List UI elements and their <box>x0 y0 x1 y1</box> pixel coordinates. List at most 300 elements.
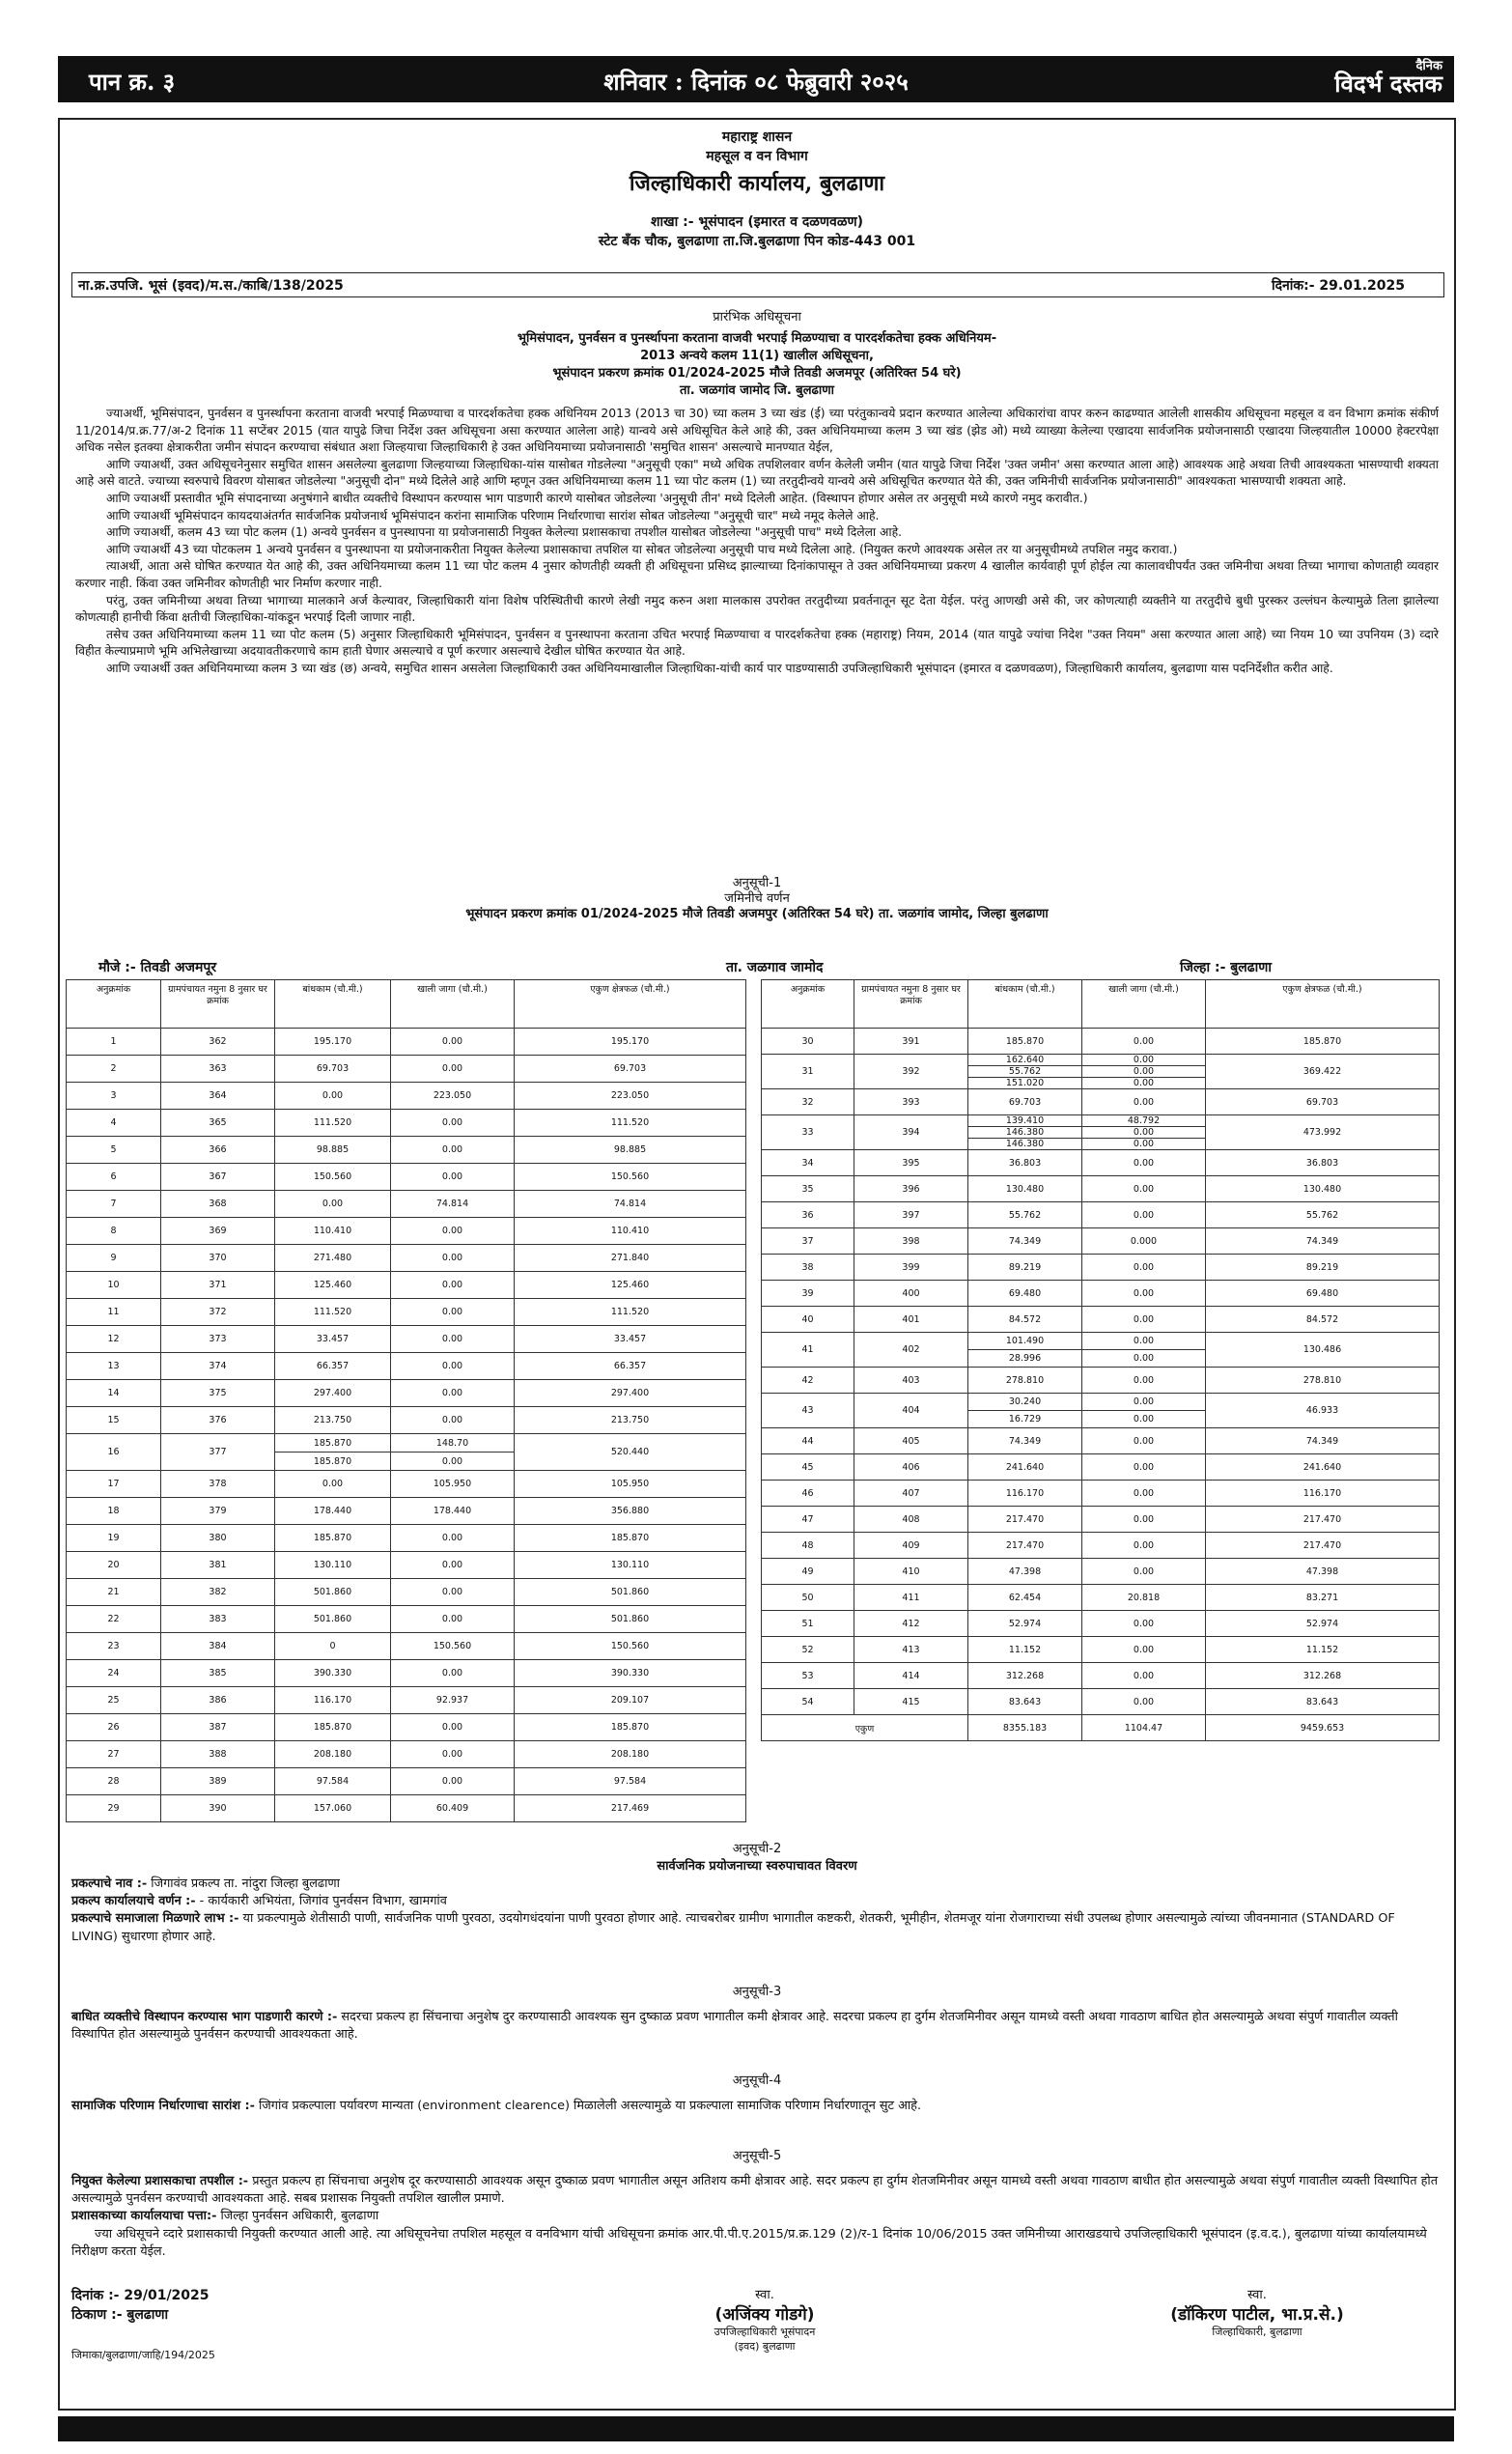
table-cell: 365 <box>161 1110 275 1137</box>
table-row <box>67 1579 746 1606</box>
label: प्रकल्प कार्यालयाचे वर्णन :- <box>71 1894 196 1909</box>
table-cell: 0.00 <box>391 1714 515 1741</box>
table-cell: 116.170 <box>968 1481 1082 1507</box>
table-row <box>67 1660 746 1687</box>
schedule3-body <box>71 2009 1442 2044</box>
table-cell: 395 <box>854 1150 968 1176</box>
table-cell: 66.357 <box>515 1353 746 1380</box>
table-cell: 397 <box>854 1202 968 1228</box>
table-cell: 69.703 <box>1206 1089 1440 1115</box>
table-cell: 384 <box>161 1633 275 1660</box>
table-cell: 0.00 <box>391 1380 515 1407</box>
table-cell: 368 <box>161 1191 275 1218</box>
table-cell: 69.703 <box>515 1056 746 1083</box>
table-cell: 396 <box>854 1176 968 1202</box>
table-row <box>762 1333 1440 1350</box>
table-cell: 209.107 <box>515 1687 746 1714</box>
value: जिगावंव प्रकल्प ता. नांदुरा जिल्हा बुलढाणा <box>147 1876 340 1891</box>
table-cell: 74.814 <box>391 1191 515 1218</box>
total-value: 8355.183 <box>968 1715 1082 1741</box>
value: प्रस्तुत प्रकल्प हा सिंचनाचा अनुशेष दूर करण्यासाठी आवश्यक असून दुष्काळ प्रवण भागातील असून अतिशय कमी क्षेत्रावर आहे. सदर प्रकल्प हा दुर्गम शेतजमिनीवर असून यामध्ये वस्ती अथवा गावठाण बाधीत होत असल्यामुळे अथवा संपुर्ण गावातील व्यक्ती विस्थापित होत असल्यामुळे पुनर्वसन करण्याची आवश्यकता आहे. सबब प्रशासक नियुक्ती तपशिल खालील प्रमाणे. <box>71 2174 1438 2207</box>
table-cell: 23 <box>67 1633 161 1660</box>
table-cell: 150.560 <box>391 1633 515 1660</box>
table-cell: 0.00 <box>275 1083 391 1110</box>
table-cell: 399 <box>854 1255 968 1281</box>
table-cell: 116.170 <box>1206 1481 1440 1507</box>
table-cell: 48 <box>762 1533 854 1559</box>
table-cell: 0.00 <box>1082 1066 1206 1078</box>
table-row <box>762 1202 1440 1228</box>
table-cell: 0.00 <box>1082 1411 1206 1428</box>
table-cell: 223.050 <box>391 1083 515 1110</box>
table-row <box>762 1150 1440 1176</box>
value: - कार्यकारी अभियंता, जिगांव पुनर्वसन विभाग, खामगांव <box>195 1894 447 1909</box>
schedule4-body <box>71 2098 1442 2115</box>
table-cell: 52.974 <box>1206 1611 1440 1637</box>
table-cell: 0.00 <box>275 1191 391 1218</box>
table-cell: 501.860 <box>515 1606 746 1633</box>
table-cell: 213.750 <box>515 1407 746 1434</box>
table-cell: 89.219 <box>968 1255 1082 1281</box>
table-cell: 54 <box>762 1689 854 1715</box>
table-cell: 148.70 <box>391 1434 515 1453</box>
table-cell: 151.020 <box>968 1078 1082 1089</box>
reference-bar <box>71 272 1444 297</box>
table-cell: 36.803 <box>968 1150 1082 1176</box>
table-cell: 0.00 <box>391 1137 515 1164</box>
table-cell: 28 <box>67 1768 161 1795</box>
table-cell: 41 <box>762 1333 854 1368</box>
table-cell: 178.440 <box>391 1498 515 1525</box>
paragraph: आणि ज्याअर्थी, कलम 43 च्या पोट कलम (1) अन्वये पुनर्वसन व पुनस्थापना या प्रयोजनासाठी नियुक्त केलेल्या प्रशासकाचा तपशील यासोबत जोडलेल्या "अनुसूची पाच" मध्ये दिलेला आहे. <box>106 525 903 540</box>
column-header: ग्रामपंचायत नमुना 8 नुसार घर क्रमांक <box>854 980 968 1029</box>
table-cell: 374 <box>161 1353 275 1380</box>
table-cell: 0.00 <box>1082 1428 1206 1454</box>
table-cell: 383 <box>161 1606 275 1633</box>
schedule2-title: अनुसूची-2 <box>732 1842 782 1856</box>
table-cell: 0.00 <box>391 1525 515 1552</box>
table-cell: 110.410 <box>515 1218 746 1245</box>
table-cell: 473.992 <box>1206 1115 1440 1150</box>
column-header: खाली जागा (चौ.मी.) <box>391 980 515 1029</box>
table-cell: 0.00 <box>1082 1255 1206 1281</box>
table-cell: 83.271 <box>1206 1585 1440 1611</box>
notice-heading-1: भूमिसंपादन, पुनर्वसन व पुनर्स्थापना करताना वाजवी भरपाई मिळण्याचा व पारदर्शकतेचा हक्क अधिनियम- <box>517 331 997 346</box>
table-cell: 21 <box>67 1579 161 1606</box>
table-cell: 390.330 <box>275 1660 391 1687</box>
table-cell: 130.480 <box>968 1176 1082 1202</box>
schedule1-subtitle: जमिनीचे वर्णन <box>724 891 790 906</box>
table-cell: 0.00 <box>391 1326 515 1353</box>
total-value: 9459.653 <box>1206 1715 1440 1741</box>
footer-place: ठिकाण :- बुलढाणा <box>71 2307 169 2323</box>
office-title: जिल्हाधिकारी कार्यालय, बुलढाणा <box>629 171 885 196</box>
table-cell: 16 <box>67 1434 161 1471</box>
value: सदरचा प्रकल्प हा सिंचनाचा अनुशेष दुर करण्यासाठी आवश्यक सुन दुष्काळ प्रवण भागातील कमी क्षेत्रावर आहे. सदरचा प्रकल्प हा दुर्गम शेतजमिनीवर असून यामध्ये वस्ती अथवा गावठाण बाधित होत असल्यामुळे अथवा संपुर्ण गावातील व्यक्ती विस्थापित होत असल्यामुळे पुनर्वसन करण्याची आवश्यकता आहे. <box>71 2010 1398 2043</box>
table-cell: 371 <box>161 1272 275 1299</box>
table-row <box>67 1326 746 1353</box>
table-cell: 398 <box>854 1228 968 1255</box>
table-cell: 10 <box>67 1272 161 1299</box>
table-cell: 97.584 <box>515 1768 746 1795</box>
table-cell: 105.950 <box>515 1471 746 1498</box>
table-cell: 0.00 <box>391 1245 515 1272</box>
table-row <box>762 1055 1440 1066</box>
table-cell: 52.974 <box>968 1611 1082 1637</box>
table-cell: 217.470 <box>968 1533 1082 1559</box>
table-cell: 69.703 <box>968 1089 1082 1115</box>
table-cell: 385 <box>161 1660 275 1687</box>
column-header: बांधकाम (चौ.मी.) <box>275 980 391 1029</box>
table-cell: 0.00 <box>391 1660 515 1687</box>
table-cell: 4 <box>67 1110 161 1137</box>
table-cell: 413 <box>854 1637 968 1663</box>
table-cell: 47.398 <box>968 1559 1082 1585</box>
table-cell: 410 <box>854 1559 968 1585</box>
table-row <box>67 1218 746 1245</box>
table-cell: 185.870 <box>275 1714 391 1741</box>
table-cell: 0.00 <box>1082 1078 1206 1089</box>
table-cell: 0.00 <box>391 1407 515 1434</box>
table-cell: 5 <box>67 1137 161 1164</box>
table-cell: 372 <box>161 1299 275 1326</box>
label: बाधित व्यक्तीचे विस्थापन करण्यास भाग पाडणारी कारणे :- <box>71 2010 338 2024</box>
table-cell: 24 <box>67 1660 161 1687</box>
table-cell: 278.810 <box>968 1368 1082 1394</box>
table-cell: 401 <box>854 1307 968 1333</box>
dept-line: महसूल व वन विभाग <box>706 149 808 164</box>
table-cell: 36 <box>762 1202 854 1228</box>
table-cell: 0.00 <box>391 1110 515 1137</box>
notice-body <box>75 406 1439 678</box>
table-cell: 0.00 <box>1082 1637 1206 1663</box>
table-cell: 0.00 <box>1082 1689 1206 1715</box>
table-cell: 15 <box>67 1407 161 1434</box>
table-cell: 178.440 <box>275 1498 391 1525</box>
table-cell: 411 <box>854 1585 968 1611</box>
table-cell: 52 <box>762 1637 854 1663</box>
district-label: जिल्हा :- बुलढाणा <box>1180 960 1273 975</box>
schedule5-body <box>71 2173 1442 2261</box>
table-row <box>762 1559 1440 1585</box>
table-cell: 402 <box>854 1333 968 1368</box>
table-cell: 217.470 <box>1206 1533 1440 1559</box>
table-cell: 0.00 <box>1082 1089 1206 1115</box>
table-cell: 379 <box>161 1498 275 1525</box>
table-cell: 376 <box>161 1407 275 1434</box>
schedule3-title: अनुसूची-3 <box>732 1985 782 1999</box>
paragraph: ज्याअर्थी, भूमिसंपादन, पुनर्वसन व पुनर्स्थापना करताना वाजवी भरपाई मिळण्याचा व पारदर्शकतेचा हक्क अधिनियम 2013 (2013 चा 30) च्या कलम 3 च्या खंड (ई) च्या परंतुकान्वये प्रदान करण्यात आलेल्या अधिकारांचा वापर करुन काढण्यात आलेली शासकीय अधिसूचना महसूल व वन विभाग क्रमांक संकीर्ण 11/2014/प्र.क्र.77/अ-2 दिनांक 11 सप्टेंबर 2015 (यात यापुढे जिचा निर्देश उक्त अधिसूचना असा करण्यात आलेला आहे) यान्वये असे अधिसूचित केले आहे की, उक्त अधिनियमाच्या कलम 3 च्या खंड (झेड ओ) मध्ये व्याख्या केलेल्या एखादया सार्वजनिक प्रयोजनासाठी एखादया जिल्हयातील 10000 हेक्टरपेक्षा अधिक नसेल इतक्या क्षेत्राकरीता जमीन संपादन करण्याचा संबंधात अशा जिल्हयाचा जिल्हाधिकारी हे उक्त अधिनियमाच्या प्रयोजनासाठी 'समुचित शासन' असल्याचे मानण्यात येईल, <box>75 407 1439 455</box>
label: प्रशासकाच्या कार्यालयाचा पत्ता:- <box>71 2209 217 2224</box>
table-row <box>67 1714 746 1741</box>
branch-line: शाखा :- भूसंपादन (इमारत व दळणवळण) <box>651 214 863 230</box>
table-cell: 367 <box>161 1164 275 1191</box>
table-row <box>67 1434 746 1453</box>
table-cell: 0.00 <box>391 1579 515 1606</box>
table-cell: 373 <box>161 1326 275 1353</box>
table-cell: 139.410 <box>968 1115 1082 1127</box>
table-cell: 185.870 <box>275 1525 391 1552</box>
table-cell: 14 <box>67 1380 161 1407</box>
table-cell: 150.560 <box>275 1164 391 1191</box>
column-header: अनुक्रमांक <box>67 980 161 1029</box>
table-cell: 111.520 <box>515 1110 746 1137</box>
table-row <box>762 1394 1440 1411</box>
table-cell: 407 <box>854 1481 968 1507</box>
table-cell: 37 <box>762 1228 854 1255</box>
table-cell: 241.640 <box>968 1454 1082 1481</box>
table-cell: 0.00 <box>1082 1281 1206 1307</box>
table-cell: 217.469 <box>515 1795 746 1822</box>
table-cell: 0.00 <box>1082 1176 1206 1202</box>
table-row <box>67 1299 746 1326</box>
table-cell: 32 <box>762 1089 854 1115</box>
schedule1-case: भूसंपादन प्रकरण क्रमांक 01/2024-2025 मौजे तिवडी अजमपुर (अतिरिक्त 54 घरे) ता. जळगांव जामोद, जिल्हा बुलढाणा <box>465 907 1049 921</box>
table-cell: 390.330 <box>515 1660 746 1687</box>
table-cell: 271.840 <box>515 1245 746 1272</box>
column-header: बांधकाम (चौ.मी.) <box>968 980 1082 1029</box>
label: प्रकल्पाचे समाजाला मिळणारे लाभ :- <box>71 1911 239 1927</box>
table-cell: 84.572 <box>968 1307 1082 1333</box>
table-cell: 157.060 <box>275 1795 391 1822</box>
table-row <box>67 1687 746 1714</box>
table-cell: 47.398 <box>1206 1559 1440 1585</box>
table-cell: 74.349 <box>968 1228 1082 1255</box>
table-cell: 69.703 <box>275 1056 391 1083</box>
footer-bar <box>58 2416 1454 2441</box>
table-cell: 101.490 <box>968 1333 1082 1350</box>
table-cell: 217.470 <box>1206 1507 1440 1533</box>
total-row <box>762 1715 1440 1741</box>
table-cell: 501.860 <box>275 1579 391 1606</box>
table-cell: 375 <box>161 1380 275 1407</box>
table-cell: 0.00 <box>391 1453 515 1471</box>
table-cell: 69.480 <box>968 1281 1082 1307</box>
table-cell: 46.933 <box>1206 1394 1440 1428</box>
table-cell: 369.422 <box>1206 1055 1440 1089</box>
table-cell: 370 <box>161 1245 275 1272</box>
paragraph: आणि ज्याअर्थी, उक्त अधिसूचनेनुसार समुचित शासन असलेल्या बुलढाणा जिल्हयाच्या जिल्हाधिका-यांस यासोबत गोडलेल्या "अनुसूची एका" मध्ये अधिक तपशिलवार वर्णन केलेली जमीन (यात यापुढे जिचा निर्देश 'उक्त जमीन' असा करण्यात आला आहे) आवश्यक आहे अथवा तिची आवश्यकता भासण्याची शक्यता आहे असे वाटते. ज्याच्या स्वरुपाचे विवरण योसाबत जोडलेल्या "अनुसूची दोन" मध्ये दिलेले आहे आणि म्हणून उक्त अधिनियमाच्या कलम 11 च्या पोट कलम (1) च्या तरतुदीन्वये यान्वये असे अधिसूचित करण्यात येते की, उक्त जमिनीची सार्वजनिक प्रयोजनासाठी" आवश्यकता भासण्याची शक्यता आहे. <box>75 457 1439 489</box>
table-row <box>762 1115 1440 1127</box>
table-row <box>67 1741 746 1768</box>
table-cell: 28.996 <box>968 1350 1082 1368</box>
table-cell: 30.240 <box>968 1394 1082 1411</box>
table-cell: 30 <box>762 1029 854 1055</box>
table-cell: 0.00 <box>1082 1394 1206 1411</box>
table-cell: 51 <box>762 1611 854 1637</box>
table-cell: 12 <box>67 1326 161 1353</box>
table-cell: 20.818 <box>1082 1585 1206 1611</box>
table-row <box>67 1633 746 1660</box>
land-table-right <box>761 979 1440 1741</box>
table-cell: 415 <box>854 1689 968 1715</box>
table-cell: 185.870 <box>515 1714 746 1741</box>
table-cell: 47 <box>762 1507 854 1533</box>
table-cell: 0.00 <box>1082 1350 1206 1368</box>
table-cell: 185.870 <box>1206 1029 1440 1055</box>
column-header: एकुण क्षेत्रफळ (चौ.मी.) <box>1206 980 1440 1029</box>
table-cell: 0.00 <box>391 1606 515 1633</box>
table-cell: 0.00 <box>1082 1611 1206 1637</box>
table-cell: 381 <box>161 1552 275 1579</box>
table-cell: 43 <box>762 1394 854 1428</box>
table-cell: 356.880 <box>515 1498 746 1525</box>
table-cell: 297.400 <box>515 1380 746 1407</box>
table-cell: 146.380 <box>968 1139 1082 1150</box>
table-row <box>67 1029 746 1056</box>
page-number: पान क्र. ३ <box>89 68 176 96</box>
paragraph: परंतु, उक्त जमिनीच्या अथवा तिच्या भागाच्या मालकाने अर्ज केल्यावर, जिल्हाधिकारी यांना विशेष परिस्थितीची कारणे लेखी नमुद करुन अशा मालकास उपरोक्त तरतुदीच्या प्रवर्तनातून सूट देता येईल. परंतु आणखी असे की, जर कोणत्याही व्यक्तीने या तरतुदीचे बुधी पुरस्कर उल्लंघन केल्यामुळे तिला झालेल्या कोणत्याही हानीची किंवा क्षतीची जिल्हाधिका-यांकडून भरपाई दिली जाणार नाही. <box>75 593 1439 625</box>
table-cell: 31 <box>762 1055 854 1089</box>
table-cell: 400 <box>854 1281 968 1307</box>
table-cell: 0.00 <box>391 1056 515 1083</box>
table-cell: 46 <box>762 1481 854 1507</box>
table-cell: 208.180 <box>275 1741 391 1768</box>
table-cell: 98.885 <box>515 1137 746 1164</box>
masthead <box>58 56 1454 102</box>
table-cell: 0.00 <box>391 1164 515 1191</box>
newspaper-logo: दैनिक विदर्भ दस्तक <box>1334 59 1442 98</box>
table-row <box>67 1110 746 1137</box>
table-cell: 55.762 <box>968 1202 1082 1228</box>
table-cell: 393 <box>854 1089 968 1115</box>
table-cell: 9 <box>67 1245 161 1272</box>
table-row <box>762 1255 1440 1281</box>
schedule5-note: ज्या अधिसूचने व्दारे प्रशासकाची नियुक्ती करण्यात आली आहे. त्या अधिसूचनेचा तपशिल महसूल व वनविभाग यांची अधिसूचना क्रमांक आर.पी.पी.ए.2015/प्र.क्र.129 (2)/र-1 दिनांक 10/06/2015 उक्त जमिनीच्या आराखडयाचे उपजिल्हाधिकारी भूसंपादन (इ.व.द.), बुलढाणा यांच्या कार्यालयामध्ये निरीक्षण करता येईल. <box>71 2226 1427 2259</box>
govt-line: महाराष्ट्र शासन <box>721 129 793 145</box>
table-cell: 13 <box>67 1353 161 1380</box>
table-cell: 0.00 <box>391 1218 515 1245</box>
table-cell: 66.357 <box>275 1353 391 1380</box>
table-cell: 0.000 <box>1082 1228 1206 1255</box>
table-row <box>67 1606 746 1633</box>
table-cell: 111.520 <box>275 1110 391 1137</box>
table-cell: 25 <box>67 1687 161 1714</box>
table-row <box>67 1272 746 1299</box>
table-row <box>67 1056 746 1083</box>
table-row <box>67 1525 746 1552</box>
paragraph: आणि ज्याअर्थी प्रस्तावीत भूमि संपादनाच्या अनुषंगाने बाधीत व्यक्तीचे विस्थापन करण्यास भाग पाडणारी कारणे यासोबत जोडलेल्या 'अनुसूची तीन' मध्ये दिलेली आहेत. (विस्थापन होणार असेल तर अनुसूची मध्ये कारणे नमुद करावीत.) <box>106 491 1088 505</box>
table-row <box>67 1245 746 1272</box>
table-cell: 403 <box>854 1368 968 1394</box>
table-cell: 362 <box>161 1029 275 1056</box>
table-cell: 11.152 <box>968 1637 1082 1663</box>
table-cell: 382 <box>161 1579 275 1606</box>
table-cell: 16.729 <box>968 1411 1082 1428</box>
table-cell: 208.180 <box>515 1741 746 1768</box>
land-table-left <box>66 979 746 1822</box>
table-cell: 0.00 <box>1082 1139 1206 1150</box>
table-cell: 53 <box>762 1663 854 1689</box>
table-cell: 98.885 <box>275 1137 391 1164</box>
taluka-label: ता. जळगाव जामोद <box>726 960 824 975</box>
table-cell: 74.349 <box>968 1428 1082 1454</box>
table-cell: 8 <box>67 1218 161 1245</box>
table-cell: 0.00 <box>391 1272 515 1299</box>
table-row <box>67 1768 746 1795</box>
schedule2-subtitle: सार्वजनिक प्रयोजनाच्या स्वरुपाचावत विवरण <box>657 1859 857 1874</box>
table-cell: 185.870 <box>275 1453 391 1471</box>
table-cell: 377 <box>161 1434 275 1471</box>
table-cell: 27 <box>67 1741 161 1768</box>
table-cell: 389 <box>161 1768 275 1795</box>
table-row <box>762 1428 1440 1454</box>
table-cell: 7 <box>67 1191 161 1218</box>
table-cell: 390 <box>161 1795 275 1822</box>
table-cell: 55.762 <box>1206 1202 1440 1228</box>
table-cell: 130.486 <box>1206 1333 1440 1368</box>
table-row <box>762 1176 1440 1202</box>
table-cell: 0.00 <box>391 1768 515 1795</box>
table-cell: 38 <box>762 1255 854 1281</box>
table-cell: 60.409 <box>391 1795 515 1822</box>
schedule5-title: अनुसूची-5 <box>732 2149 782 2163</box>
label: प्रकल्पाचे नाव :- <box>71 1876 148 1891</box>
table-cell: 1 <box>67 1029 161 1056</box>
table-cell: 405 <box>854 1428 968 1454</box>
table-cell: 55.762 <box>968 1066 1082 1078</box>
table-cell: 0.00 <box>1082 1507 1206 1533</box>
notice-heading-2: 2013 अन्वये कलम 11(1) खालील अधिसूचना, <box>640 349 874 363</box>
table-cell: 0.00 <box>391 1552 515 1579</box>
table-cell: 111.520 <box>515 1299 746 1326</box>
table-cell: 0.00 <box>1082 1029 1206 1055</box>
table-cell: 125.460 <box>275 1272 391 1299</box>
table-row <box>67 1407 746 1434</box>
table-row <box>762 1585 1440 1611</box>
table-cell: 84.572 <box>1206 1307 1440 1333</box>
paragraph: आणि ज्याअर्थी 43 च्या पोटकलम 1 अन्वये पुनर्वसन व पुनस्थापना या प्रयोजनाकरीता नियुक्त केलेल्या प्रशासकाचा तपशिल या सोबत जोडलेल्या अनुसूची पाच मध्ये दिलेला आहे. (नियुक्त करणे आवश्यक असेल तर या अनुसूचीमध्ये तपशिल नमुद करावा.) <box>106 542 1178 556</box>
table-cell: 369 <box>161 1218 275 1245</box>
table-cell: 0.00 <box>1082 1368 1206 1394</box>
table-cell: 412 <box>854 1611 968 1637</box>
table-cell: 150.560 <box>515 1633 746 1660</box>
table-row <box>762 1281 1440 1307</box>
schedule1-title: अनुसूची-1 <box>732 876 782 890</box>
table-cell: 501.860 <box>515 1579 746 1606</box>
column-header: ग्रामपंचायत नमुना 8 नुसार घर क्रमांक <box>161 980 275 1029</box>
table-cell: 0.00 <box>391 1353 515 1380</box>
paragraph: आणि ज्याअर्थी भूमिसंपादन कायदयाअंतर्गत सार्वजनिक प्रयोजनार्थ भूमिसंपादन करांना सामाजिक परिणाम निर्धारणाचा सारांश सोबत जोडलेल्या "अनुसूची चार" मध्ये नमूद केलेले आहे. <box>106 508 880 522</box>
table-cell: 387 <box>161 1714 275 1741</box>
table-cell: 0.00 <box>1082 1202 1206 1228</box>
table-cell: 20 <box>67 1552 161 1579</box>
table-cell: 110.410 <box>275 1218 391 1245</box>
table-cell: 409 <box>854 1533 968 1559</box>
table-row <box>67 1471 746 1498</box>
table-cell: 33.457 <box>275 1326 391 1353</box>
masthead-date: शनिवार : दिनांक ०८ फेब्रुवारी २०२५ <box>603 68 909 96</box>
table-cell: 501.860 <box>275 1606 391 1633</box>
table-cell: 404 <box>854 1394 968 1428</box>
table-cell: 0.00 <box>391 1299 515 1326</box>
table-cell: 364 <box>161 1083 275 1110</box>
table-cell: 83.643 <box>968 1689 1082 1715</box>
table-cell: 0.00 <box>391 1741 515 1768</box>
table-cell: 0.00 <box>1082 1127 1206 1139</box>
table-cell: 11.152 <box>1206 1637 1440 1663</box>
table-row <box>67 1795 746 1822</box>
table-cell: 0.00 <box>1082 1150 1206 1176</box>
table-row <box>762 1029 1440 1055</box>
table-cell: 378 <box>161 1471 275 1498</box>
table-row <box>762 1368 1440 1394</box>
value: या प्रकल्पामुळे शेतीसाठी पाणी, सार्वजनिक पाणी पुरवठा, उदयोगधंदयांना पाणी पुरवठा होणार आहे. त्याचबरोबर ग्रामीण भागातील कष्टकरी, शेतकरी, भूमीहीन, शेतमजूर यांना रोजगाराच्या संधी उपलब्ध होणार असल्यामुळे त्यांच्या जीवनमानात (STANDARD OF LIVING) सुधारणा होणार आहे. <box>71 1911 1395 1944</box>
table-cell: 74.349 <box>1206 1228 1440 1255</box>
table-cell: 116.170 <box>275 1687 391 1714</box>
table-cell: 408 <box>854 1507 968 1533</box>
table-row <box>67 1353 746 1380</box>
